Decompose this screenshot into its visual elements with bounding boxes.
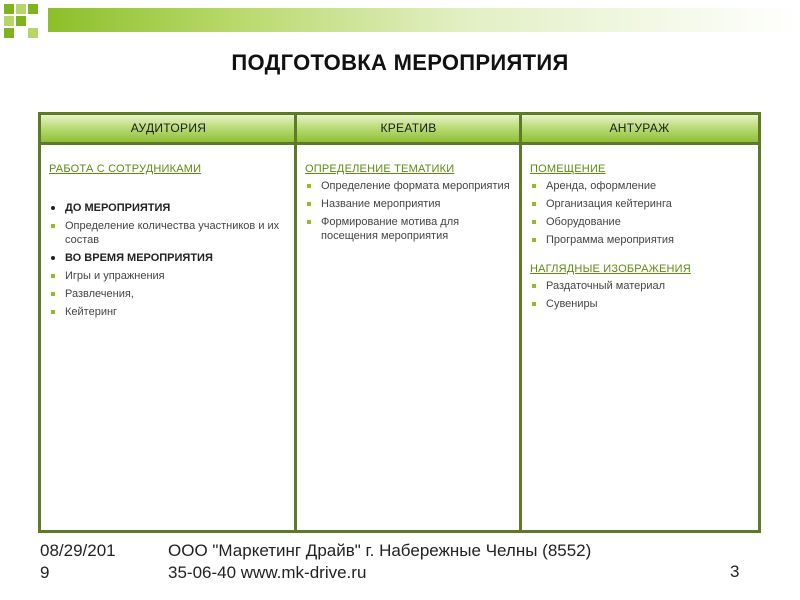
column-divider <box>519 115 522 530</box>
footer-date <box>40 540 116 584</box>
section-heading: РАБОТА С СОТРУДНИКАМИ <box>49 163 202 175</box>
column-entourage <box>530 151 752 315</box>
list-item: Название мероприятия <box>305 197 510 211</box>
list-item: Формирование мотива для посещения мероприятия <box>305 215 510 243</box>
footer-company-line: 35-06-40 www.mk-drive.ru <box>168 563 367 582</box>
deco-square <box>28 28 38 38</box>
section-heading: ПОМЕЩЕНИЕ <box>530 163 606 175</box>
list-item: Кейтеринг <box>49 305 287 319</box>
footer-date-line: 08/29/201 <box>40 541 116 560</box>
footer-company <box>168 540 591 584</box>
list-item: Определение формата мероприятия <box>305 179 510 193</box>
column-header-creative: КРЕАТИВ <box>296 115 521 145</box>
footer-company-line: ООО "Маркетинг Драйв" г. Набережные Челны (8552) <box>168 541 592 560</box>
list-item: Игры и упражнения <box>49 269 287 283</box>
list-item: Организация кейтеринга <box>530 197 752 211</box>
top-decoration <box>0 0 800 45</box>
deco-square <box>4 16 14 26</box>
footer-date-line: 9 <box>40 563 50 582</box>
list-item: ДО МЕРОПРИЯТИЯ <box>49 201 287 215</box>
section-heading: НАГЛЯДНЫЕ ИЗОБРАЖЕНИЯ <box>530 263 691 275</box>
list-item: ВО ВРЕМЯ МЕРОПРИЯТИЯ <box>49 251 287 265</box>
deco-square <box>4 4 14 14</box>
column-header-audience: АУДИТОРИЯ <box>41 115 296 145</box>
deco-square <box>16 16 26 26</box>
column-creative <box>305 151 510 247</box>
list-item: Развлечения, <box>49 287 287 301</box>
content-table <box>38 112 761 533</box>
section-heading: ОПРЕДЕЛЕНИЕ ТЕМАТИКИ <box>305 163 455 175</box>
column-divider <box>294 115 297 530</box>
deco-square <box>4 28 14 38</box>
page-title: ПОДГОТОВКА МЕРОПРИЯТИЯ <box>231 50 569 75</box>
list-item: Раздаточный материал <box>530 279 752 293</box>
list-item: Определение количества участников и их состав <box>49 219 287 247</box>
deco-square <box>28 4 38 14</box>
deco-square <box>16 4 26 14</box>
header-gradient-bar <box>48 8 800 32</box>
column-audience <box>49 151 287 323</box>
page-number: 3 <box>730 562 740 581</box>
list-item: Аренда, оформление <box>530 179 752 193</box>
column-header-entourage: АНТУРАЖ <box>521 115 758 145</box>
list-item: Сувениры <box>530 297 752 311</box>
list-item: Программа мероприятия <box>530 233 752 247</box>
list-item: Оборудование <box>530 215 752 229</box>
